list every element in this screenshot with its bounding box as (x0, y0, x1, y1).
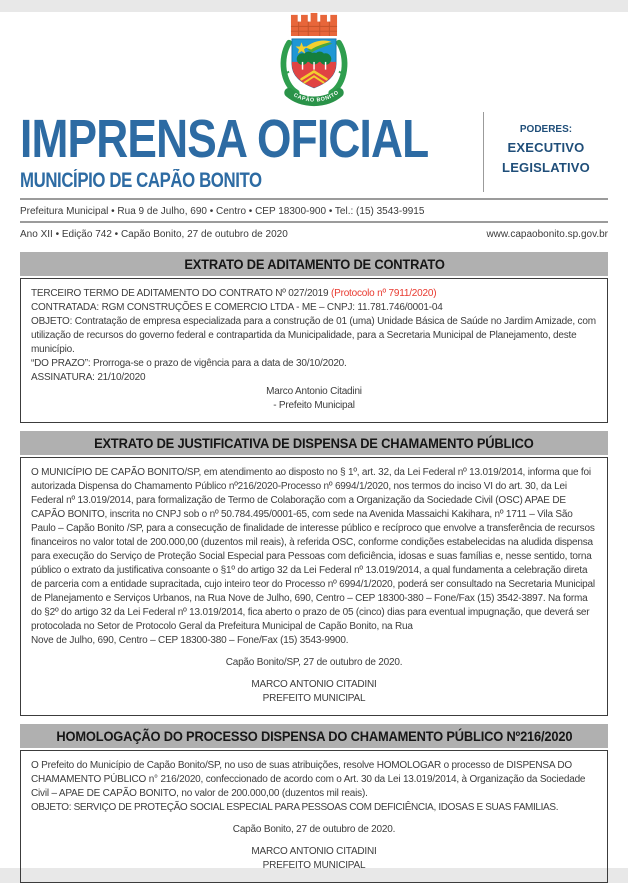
edition-row (0, 223, 628, 244)
signature-name: MARCO ANTONIO CITADINI (251, 679, 377, 691)
section-homologacao (20, 724, 608, 883)
prazo-line: “DO PRAZO”: Prorroga-se o prazo de vigência para a data de 30/10/2020. (31, 358, 347, 370)
section-title: HOMOLOGAÇÃO DO PROCESSO DISPENSA DO CHAMAMENTO PÚBLICO Nº216/2020 (56, 728, 572, 745)
crest-shield (292, 39, 336, 88)
section-header-bar (20, 252, 608, 276)
signature-role: - Prefeito Municipal (273, 400, 355, 412)
section-title: EXTRATO DE ADITAMENTO DE CONTRATO (183, 256, 445, 273)
brand-block (20, 109, 483, 193)
municipal-crest-icon (275, 12, 353, 108)
section-body (20, 750, 608, 883)
signature-name: Marco Antonio Citadini (266, 386, 362, 398)
section-justificativa (20, 431, 608, 716)
justification-paragraph-2: Nove de Julho, 690, Centro – CEP 18300-380 – Fone/Fax (15) 3543-9900. (31, 635, 349, 647)
edition-info: Ano XII • Edição 742 • Capão Bonito, 27 de outubro de 2020 (20, 229, 288, 241)
signature-role: PREFEITO MUNICIPAL (262, 860, 366, 872)
powers-label: PODERES: (519, 123, 573, 135)
crest-crown (291, 13, 337, 36)
gazette-page (0, 12, 628, 872)
contratada-line: CONTRATADA: RGM CONSTRUÇÕES E COMERCIO LTDA - ME – CNPJ: 11.781.746/0001-04 (31, 302, 443, 314)
page-title: IMPRENSA OFICIAL (20, 109, 429, 169)
section-body (20, 278, 608, 423)
assinatura-line: ASSINATURA: 21/10/2020 (31, 372, 146, 384)
contract-text: TERCEIRO TERMO DE ADITAMENTO DO CONTRATO Nº 027/2019 (31, 288, 331, 300)
section-body (20, 457, 608, 716)
section-header-bar (20, 724, 608, 748)
signature-role: PREFEITO MUNICIPAL (262, 693, 366, 705)
justification-paragraph: O MUNICÍPIO DE CAPÃO BONITO/SP, em atendimento ao disposto no § 1º, art. 32, da Lei Federal nº 13.019/2014, informa que foi autorizada Dispensa do Chamamento Público nº216/2020-Processo nº 6994/1/2020, nos termos do inciso VI do art. 30, da Lei Federal nº 13.019/2014, para formalização de Termo de Colaboração com a Organização da Sociedade Civil (OSC) APAE DE CAPÃO BONITO, inscrita no CNPJ sob o nº 50.784.495/0001-65, com sede na Avenida Massaichi Kakihara, nº 1711 – Vila São Paulo – Capão Bonito /SP, para a consecução de finalidade de interesse público e recíproco que envolve a transferência de recursos financeiros no valor total de 200.000,00 (duzentos mil reais), à referida OSC, conforme condições estabelecidas na aludida dispensa para execução do Serviço de Proteção Social Especial para Pessoas com deficiência, idosas e suas famílias e, nesse sentido, torna público o extrato da justificativa consoante o §1º do artigo 32 da Lei Federal nº 13.019/2014, a qual fundamenta a celebração direta de parceria com a entidade supracitada, cujo inteiro teor do Processo nº 6994/1/2020, poderá ser consultado na Secretaria Municipal de Planejamento e Serviços Urbanos, na Rua Nove de Julho, 690, Centro – CEP 18300-380 – Fone/Fax (15) 3542-3897. Na forma do §2º do artigo 32 da Lei Federal nº 13.019/2014, fica aberto o prazo de 05 (cinco) dias para eventual impugnação, que deverá ser protocolada no Setor de Protocolo Geral da Prefeitura Municipal de Capão Bonito, na Rua (31, 467, 595, 633)
objeto-line: OBJETO: SERVIÇO DE PROTEÇÃO SOCIAL ESPECIAL PARA PESSOAS COM DEFICIÊNCIA, IDOSAS E SUAS FAMILIAS. (31, 802, 559, 814)
homologation-paragraph: O Prefeito do Município de Capão Bonito/SP, no uso de suas atribuições, resolve HOMOLOGAR o processo de DISPENSA DO CHAMAMENTO PÚBLICO n° 216/2020, confeccionado de acordo com o Art. 30 da Lei 13.019/2014, à Organização da Sociedade Civil – APAE DE CAPÃO BONITO, no valor de 200.000,00 (duzentos mil reais). (31, 760, 586, 800)
website-text: www.capaobonito.sp.gov.br (486, 229, 608, 241)
section-aditamento (20, 252, 608, 423)
address-line: Prefeitura Municipal • Rua 9 de Julho, 690 • Centro • CEP 18300-900 • Tel.: (15) 3543-9915 (20, 206, 425, 218)
dateline: Capão Bonito, 27 de outubro de 2020. (232, 824, 396, 836)
objeto-line: OBJETO: Contratação de empresa especializada para a construção de 01 (uma) Unidade Básica de Saúde no Jardim Amizade, com utilização de recursos do governo federal e contrapartida da Municipalidade, para a Secretaria Municipal de Planejamento, deste município. (31, 316, 596, 356)
contract-line (31, 287, 597, 301)
masthead (0, 108, 628, 192)
section-header-bar (20, 431, 608, 455)
dateline: Capão Bonito/SP, 27 de outubro de 2020. (225, 657, 403, 669)
protocol-number: (Protocolo nº 7911/2020) (330, 288, 437, 300)
page-subtitle: MUNICÍPIO DE CAPÃO BONITO (20, 169, 262, 193)
section-title: EXTRATO DE JUSTIFICATIVA DE DISPENSA DE CHAMAMENTO PÚBLICO (94, 435, 534, 452)
powers-legislative: LEGISLATIVO (502, 159, 590, 175)
powers-executive: EXECUTIVO (507, 139, 585, 155)
signature-name: MARCO ANTONIO CITADINI (251, 846, 377, 858)
crest-trees (297, 51, 332, 69)
crest-ribbon-text: CAPÃO BONITO (292, 89, 341, 104)
powers-block (483, 112, 608, 192)
